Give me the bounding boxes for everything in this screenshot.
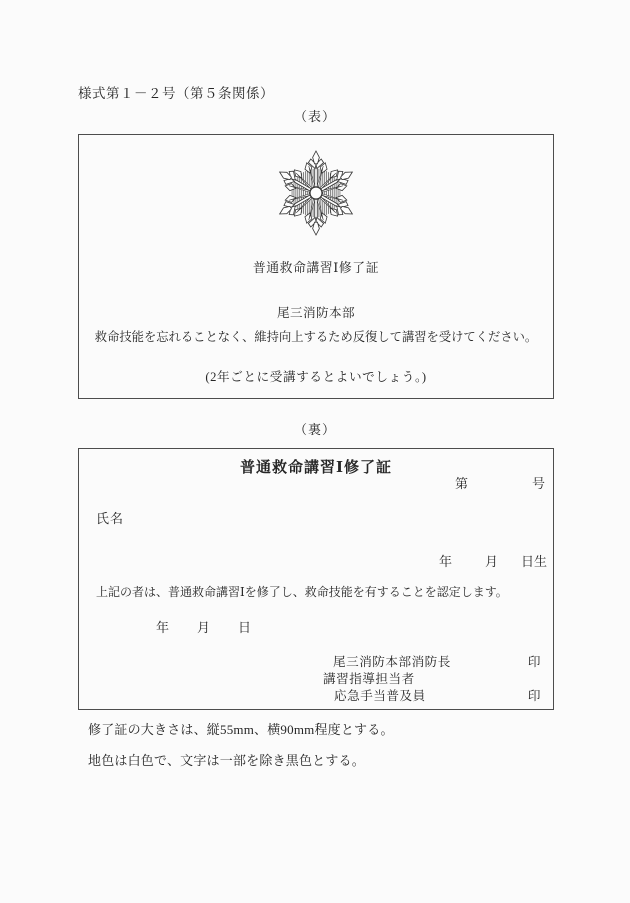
date-day-label: 日 [238, 620, 252, 635]
certification-statement: 上記の者は、普通救命講習Ⅰを修了し、救命技能を有することを認定します。 [96, 585, 508, 599]
date-year-label: 年 [156, 620, 170, 635]
fire-department-crest-icon [268, 145, 364, 245]
birth-month-label: 月 [484, 554, 498, 569]
signature-row-chief [79, 654, 553, 671]
back-side-label: （裏） [293, 422, 336, 437]
signature-row-instructor [79, 688, 553, 705]
footnotes [88, 719, 394, 781]
issue-date-row [156, 617, 251, 636]
date-month-label: 月 [197, 620, 211, 635]
back-certificate-title: 普通救命講習Ⅰ修了証 [239, 460, 393, 476]
signature-row-instructor-heading [79, 671, 553, 688]
birthdate-row [439, 551, 547, 570]
birth-year-label: 年 [438, 554, 452, 569]
number-suffix: 号 [531, 476, 545, 491]
chief-seal-mark: 印 [527, 655, 541, 669]
certificate-front-card [78, 134, 554, 399]
certificate-number-row [455, 473, 545, 492]
footnote-size: 修了証の大きさは、縦55mm、横90mm程度とする。 [88, 722, 394, 737]
name-label: 氏名 [96, 511, 125, 526]
instructor-heading-label: 講習指導担当者 [323, 672, 415, 686]
instructor-label: 応急手当普及員 [334, 689, 426, 703]
footnote-color: 地色は白色で、文字は一部を除き黒色とする。 [88, 753, 365, 768]
front-renewal-note: (2年ごとに受講するとよいでしょう。) [205, 370, 427, 384]
front-side-label: （表） [293, 109, 336, 124]
form-number-label: 様式第１－２号（第５条関係） [78, 86, 274, 101]
instructor-seal-mark: 印 [527, 689, 541, 703]
front-organization: 尾三消防本部 [277, 306, 355, 320]
front-certificate-title: 普通救命講習Ⅰ修了証 [252, 261, 380, 275]
birth-day-label: 日生 [520, 554, 547, 569]
certificate-back-card [78, 448, 554, 710]
signature-block [79, 654, 553, 705]
fire-chief-label: 尾三消防本部消防長 [333, 655, 451, 669]
number-prefix: 第 [454, 476, 468, 491]
front-message: 救命技能を忘れることなく、維持向上するため反復して講習を受けてください。 [94, 330, 538, 344]
